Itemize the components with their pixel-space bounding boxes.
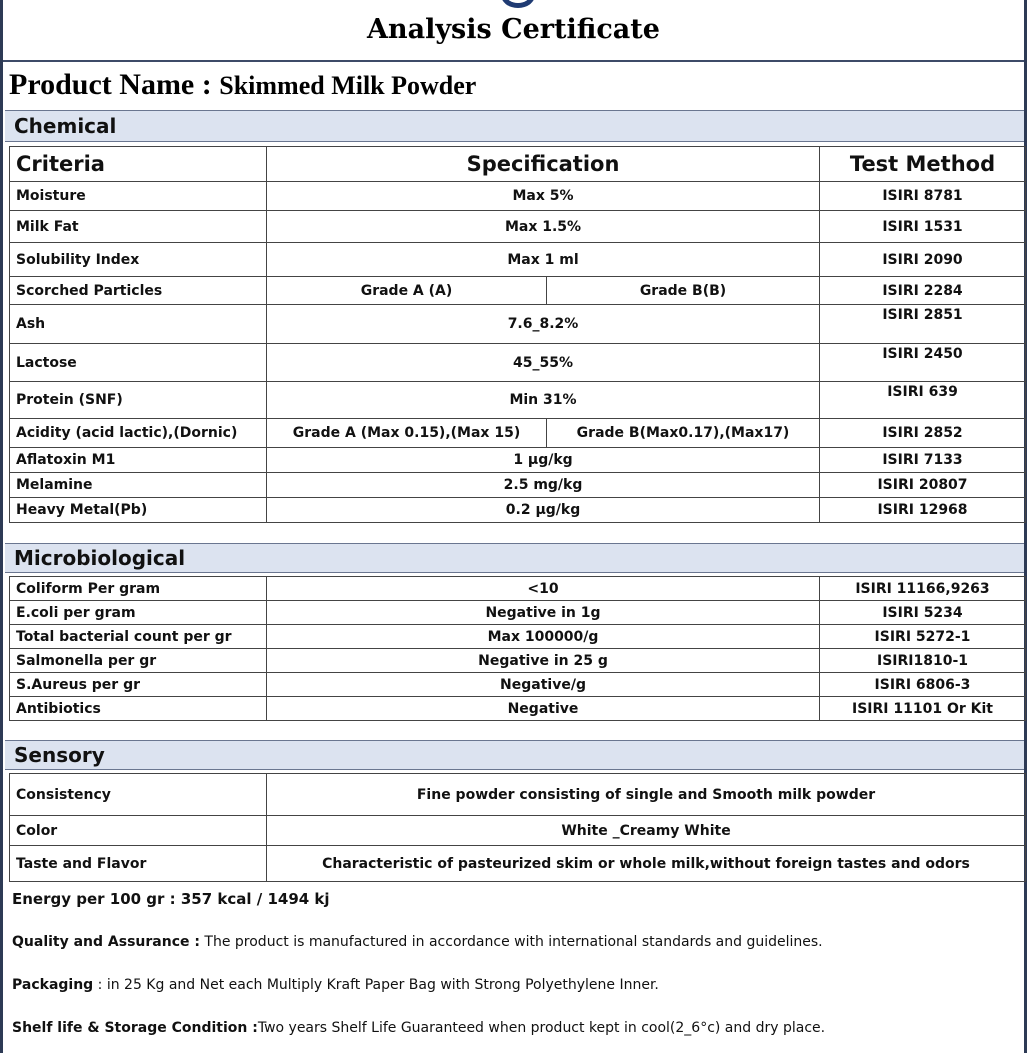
table-row (10, 382, 1026, 419)
criteria-cell: Protein (SNF) (10, 382, 267, 419)
table-row (10, 448, 1026, 473)
criteria-cell: Heavy Metal(Pb) (10, 498, 267, 523)
method-cell: ISIRI 6806-3 (820, 673, 1026, 697)
section-chemical: Chemical (5, 110, 1024, 142)
method-cell: ISIRI 12968 (820, 498, 1026, 523)
spec-grade-a-cell: Grade A (A) (267, 277, 547, 305)
quality-text: The product is manufactured in accordance with international standards and guidelines. (199, 934, 823, 950)
table-row (10, 577, 1026, 601)
criteria-cell: S.Aureus per gr (10, 673, 267, 697)
table-row (10, 473, 1026, 498)
criteria-cell: Total bacterial count per gr (10, 625, 267, 649)
spec-cell: 0.2 µg/kg (267, 498, 820, 523)
section-microbiological: Microbiological (5, 543, 1024, 573)
method-cell: ISIRI 639 (820, 382, 1026, 419)
packaging-line (12, 977, 659, 993)
table-row (10, 211, 1026, 243)
table-row (10, 182, 1026, 211)
criteria-cell: Coliform Per gram (10, 577, 267, 601)
spec-grade-b-cell: Grade B(B) (547, 277, 820, 305)
company-logo-icon (501, 0, 535, 8)
quality-line (12, 934, 823, 950)
header-specification: Specification (267, 147, 820, 182)
table-row (10, 774, 1026, 816)
spec-cell: 1 µg/kg (267, 448, 820, 473)
title-divider (3, 60, 1024, 62)
header-test-method: Test Method (820, 147, 1026, 182)
table-row (10, 419, 1026, 448)
table-row (10, 243, 1026, 277)
spec-grade-a-cell: Grade A (Max 0.15),(Max 15) (267, 419, 547, 448)
spec-cell: Max 1 ml (267, 243, 820, 277)
criteria-cell: Milk Fat (10, 211, 267, 243)
method-cell: ISIRI 8781 (820, 182, 1026, 211)
energy-line: Energy per 100 gr : 357 kcal / 1494 kj (12, 890, 330, 908)
criteria-cell: Salmonella per gr (10, 649, 267, 673)
shelf-life-line (12, 1020, 825, 1036)
table-row (10, 498, 1026, 523)
spec-cell: Negative/g (267, 673, 820, 697)
spec-grade-b-cell: Grade B(Max0.17),(Max17) (547, 419, 820, 448)
method-cell: ISIRI 11101 Or Kit (820, 697, 1026, 721)
table-row (10, 673, 1026, 697)
packaging-label: Packaging (12, 977, 94, 993)
product-name-line (9, 68, 476, 102)
method-cell: ISIRI 2450 (820, 344, 1026, 382)
table-row (10, 649, 1026, 673)
method-cell: ISIRI1810-1 (820, 649, 1026, 673)
criteria-cell: Antibiotics (10, 697, 267, 721)
table-row (10, 625, 1026, 649)
table-row (10, 816, 1026, 846)
table-row (10, 305, 1026, 344)
spec-cell: Min 31% (267, 382, 820, 419)
criteria-cell: Solubility Index (10, 243, 267, 277)
spec-cell: 45_55% (267, 344, 820, 382)
section-sensory: Sensory (5, 740, 1024, 770)
product-name-value: Skimmed Milk Powder (219, 71, 477, 100)
spec-cell: White _Creamy White (267, 816, 1026, 846)
header-criteria: Criteria (10, 147, 267, 182)
sensory-table (9, 773, 1026, 882)
chemical-table (9, 146, 1026, 523)
criteria-cell: Acidity (acid lactic),(Dornic) (10, 419, 267, 448)
spec-cell: Characteristic of pasteurized skim or whole milk,without foreign tastes and odors (267, 846, 1026, 882)
method-cell: ISIRI 1531 (820, 211, 1026, 243)
spec-cell: Max 1.5% (267, 211, 820, 243)
shelf-life-text: Two years Shelf Life Guaranteed when product kept in cool(2_6°c) and dry place. (257, 1020, 826, 1036)
quality-label: Quality and Assurance : (12, 934, 200, 950)
criteria-cell: Aflatoxin M1 (10, 448, 267, 473)
spec-cell: 2.5 mg/kg (267, 473, 820, 498)
criteria-cell: Color (10, 816, 267, 846)
shelf-life-label: Shelf life & Storage Condition : (12, 1020, 258, 1036)
table-row (10, 846, 1026, 882)
spec-cell: <10 (267, 577, 820, 601)
page-title: Analysis Certificate (367, 14, 660, 45)
method-cell: ISIRI 5272-1 (820, 625, 1026, 649)
criteria-cell: Ash (10, 305, 267, 344)
spec-cell: Max 100000/g (267, 625, 820, 649)
method-cell: ISIRI 2090 (820, 243, 1026, 277)
method-cell: ISIRI 2851 (820, 305, 1026, 344)
spec-cell: Negative in 1g (267, 601, 820, 625)
criteria-cell: Moisture (10, 182, 267, 211)
table-row (10, 697, 1026, 721)
packaging-text: : in 25 Kg and Net each Multiply Kraft Paper Bag with Strong Polyethylene Inner. (93, 977, 659, 993)
table-row (10, 601, 1026, 625)
method-cell: ISIRI 2852 (820, 419, 1026, 448)
spec-cell: Negative (267, 697, 820, 721)
table-header-row (10, 147, 1026, 182)
criteria-cell: Taste and Flavor (10, 846, 267, 882)
method-cell: ISIRI 7133 (820, 448, 1026, 473)
criteria-cell: Consistency (10, 774, 267, 816)
criteria-cell: E.coli per gram (10, 601, 267, 625)
spec-cell: 7.6_8.2% (267, 305, 820, 344)
criteria-cell: Melamine (10, 473, 267, 498)
criteria-cell: Scorched Particles (10, 277, 267, 305)
spec-cell: Negative in 25 g (267, 649, 820, 673)
product-name-label: Product Name : (9, 68, 212, 101)
spec-cell: Fine powder consisting of single and Smooth milk powder (267, 774, 1026, 816)
method-cell: ISIRI 5234 (820, 601, 1026, 625)
criteria-cell: Lactose (10, 344, 267, 382)
method-cell: ISIRI 20807 (820, 473, 1026, 498)
table-row (10, 344, 1026, 382)
spec-cell: Max 5% (267, 182, 820, 211)
microbiological-table (9, 576, 1026, 721)
method-cell: ISIRI 2284 (820, 277, 1026, 305)
table-row (10, 277, 1026, 305)
method-cell: ISIRI 11166,9263 (820, 577, 1026, 601)
